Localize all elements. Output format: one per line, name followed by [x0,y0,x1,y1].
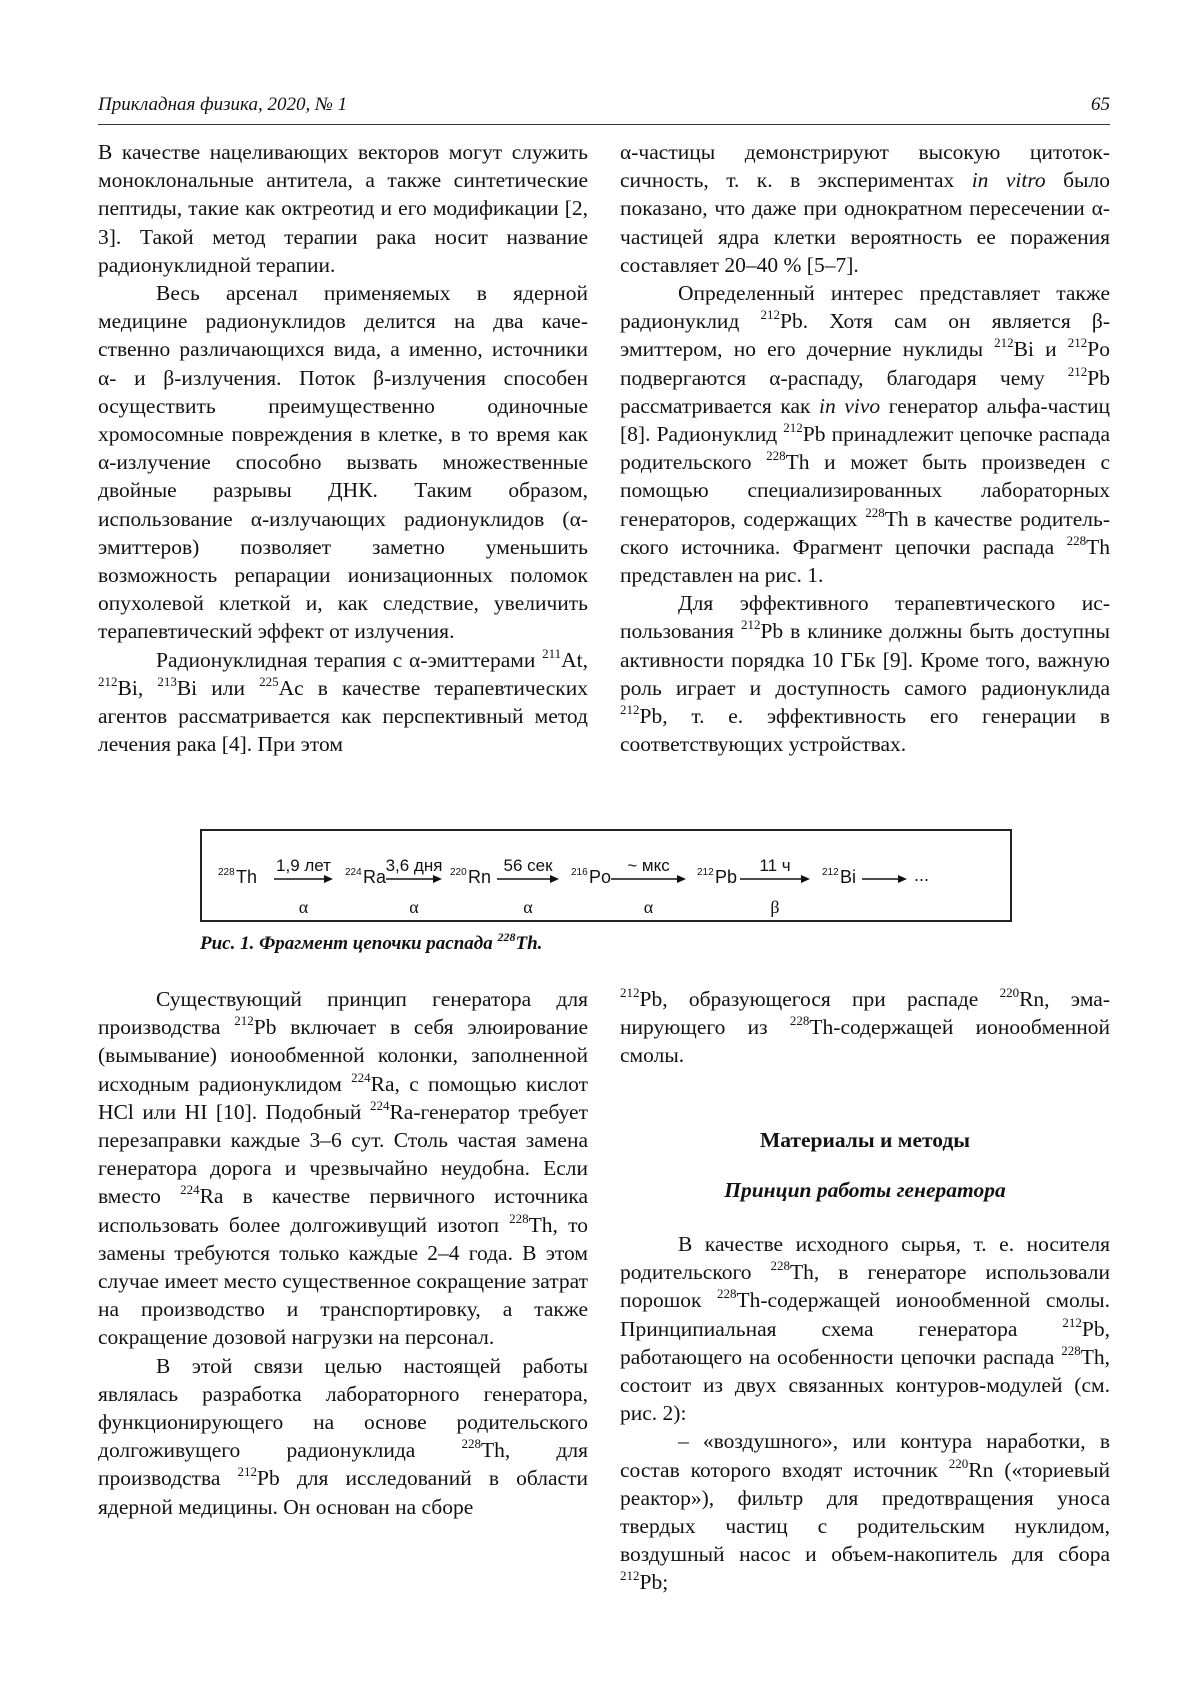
nuclide-mass: 228 [218,867,235,878]
nuclide-symbol: Ra [363,867,387,887]
paragraph: $^{212}$Pb, образующегося при распаде $^{220}$Rn, эманирующего из $^{228}$Th-содержащей ионообменной смолы. [620,985,1111,1068]
paragraph: α-частицы демонстрируют высокую цитотоксичность, т. к. в экспериментах in vitro было показано, что даже при однократном пересечении α-частицей ядра клетки вероятность ее поражения составляет 20–40 % [5–7]. [620,140,1110,277]
decay-arrow-tail-head [898,875,907,883]
nuclide-symbol: Po [589,867,612,887]
half-life-label: ~ мкс [627,856,670,875]
half-life-label: 3,6 дня [385,856,443,875]
paragraph: Определенный интерес представляет также радионуклид $^{212}$Pb. Хотя сам он является β-эмиттером, но его дочерние нуклиды $^{212}$Bi и $^{212}$Po подвергаются α-распаду, благодаря чему $^{212}$Pb рассматривается как in vivo генератор альфа-частиц [8]. Радионуклид $^{212}$Pb принадлежит цепочке распада родительского $^{228}$Th и может быть произведен с помощью специализированных лабораторных генераторов, содержащих $^{228}$Th в качестве родительского источника. Фрагмент цепочки распада $^{228}$Th представлен на рис. 1. [620,281,1111,588]
decay-arrow-head [677,875,686,883]
right-column-top [620,138,1110,758]
left-column-top [98,138,588,758]
paragraph: Для эффективного терапевтического использования $^{212}$Pb в клинике должны быть доступны активности порядка 10 ГБк [9]. Кроме того, важную роль играет и доступность самого радионуклида $^{212}$Pb, т. е. эффективность его генерации в соответствующих устройствах. [620,591,1111,757]
caption-text: Рис. 1. Фрагмент цепочки распада [200,933,498,954]
journal-title: Прикладная физика, 2020, № 1 [98,94,348,115]
nuclide-symbol: Rn [468,867,492,887]
nuclide-symbol: Th [236,867,258,887]
caption-isotope-mass: 228 [497,930,516,944]
list-item: – «воздушного», или контура наработки, в состав которого входят источник $^{220}$Rn («ториевый реактор»), фильтр для предотвращения уноса твердых частиц с родительским нуклидом, воздушный насос и объем-накопитель для сбора $^{212}$Pb; [620,1429,1110,1595]
nuclide-mass: 212 [822,867,839,878]
chain-continuation: ... [914,865,930,885]
paragraph: Весь арсенал применяемых в ядерной медицине радионуклидов делится на два качественно различающихся вида, а именно, источники α- и β-излучения. Поток β-излучения способен осуществить преимущественно одиночные хромосомные повреждения в клетке, в то время как α-излучение способно вызвать множественные двойные разрывы ДНК. Таким образом, использование α-излучающих радионуклидов (α-эмиттеров) позволяет заметно уменьшить возможность репарации ионизационных поломок опухолевой клеткой и, как следствие, увеличить терапевтический эффект от излучения. [98,281,588,644]
decay-type-label: α [409,897,419,917]
figure-caption [200,930,543,955]
decay-arrow-head [433,875,442,883]
paragraph: В качестве нацеливающих векторов могут служить моноклональные антитела, а также синтетические пептиды, такие как октреотид и его модификации [2, 3]. Такой метод терапии рака носит название радионуклидной терапии. [98,140,588,277]
decay-type-label: β [770,897,780,917]
nuclide-mass: 216 [571,867,588,878]
paragraph: Существующий принцип генератора для производства $^{212}$Pb включает в себя элюирование (вымывание) ионообменной колонки, заполненной исходным радионуклидом $^{224}$Ra, с помощью кислот HCl или HI [10]. Подобный $^{224}$Ra-генератор требует перезаправки каждые 3–6 сут. Столь частая замена генератора дорога и чрезвычайно неудобна. Если вместо $^{224}$Ra в качестве первичного источника использовать более долгоживущий изотоп $^{228}$Th, то замены требуются только каждые 2–4 года. В этом случае имеет место существенное сокращение затрат на производство и транспортировку, а также сокращение дозовой нагрузки на персонал. [98,987,589,1350]
section-subtitle: Принцип работы генератора [724,1177,1006,1202]
decay-arrow-head [550,875,559,883]
paragraph: Радионуклидная терапия с α-эмиттерами $^{211}$At, $^{212}$Bi, $^{213}$Bi или $^{225}$Ac в качестве терапевтических агентов рассматривается как перспективный метод лечения рака [4]. При этом [98,645,588,757]
paragraph: В качестве исходного сырья, т. е. носителя родительского $^{228}$Th, в генераторе использовали порошок $^{228}$Th-содержащей ионообменной смолы. Принципиальная схема генератора $^{212}$Pb, работающего на особенности цепочки распада $^{228}$Th, состоит из двух связанных контуров-модулей (см. рис. 2): [620,1232,1110,1426]
left-column-bottom [98,985,588,1521]
half-life-label: 1,9 лет [276,856,331,875]
paragraph: В этой связи целью настоящей работы являлась разработка лабораторного генератора, функционирующего на основе родительского долгоживущего радионуклида $^{228}$Th, для производства $^{212}$Pb для исследований в области ядерной медицины. Он основан на сборе [98,1353,588,1519]
decay-chain-figure [200,829,1012,922]
decay-chain-diagram [202,831,1014,924]
decay-type-label: α [523,897,533,917]
page-header [98,92,1110,125]
section-title: Материалы и методы [759,1127,971,1152]
decay-type-label: α [643,897,654,917]
nuclide-symbol: Bi [840,867,857,887]
half-life-label: 56 сек [503,856,553,875]
half-life-label: 11 ч [759,856,791,875]
nuclide-mass: 224 [345,867,362,878]
caption-isotope-symbol: Th. [515,933,543,954]
nuclide-symbol: Pb [715,867,738,887]
page-number: 65 [1091,94,1110,115]
right-column-bottom [620,985,1110,1597]
decay-type-label: α [298,897,309,917]
decay-arrow-head [801,875,810,883]
decay-arrow-head [324,875,333,883]
nuclide-mass: 212 [697,867,714,878]
nuclide-mass: 220 [450,867,467,878]
